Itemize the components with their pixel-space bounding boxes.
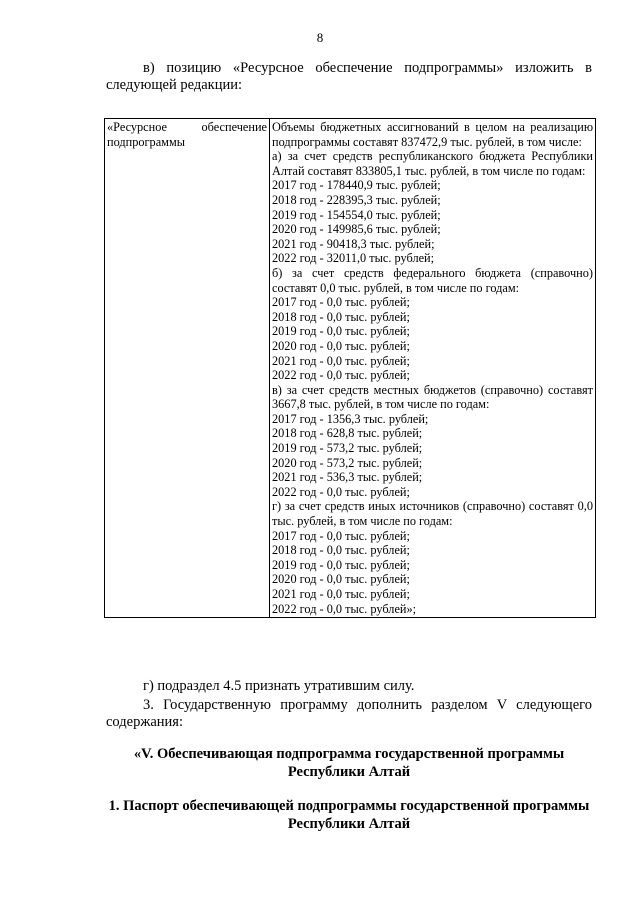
content-line: 2022 год - 0,0 тыс. рублей;: [272, 368, 410, 383]
item-g-paragraph: г) подраздел 4.5 признать утратившим силу.: [143, 678, 415, 694]
page-number: 8: [316, 30, 324, 45]
resource-content-cell: [270, 119, 596, 618]
content-line: 2020 год - 573,2 тыс. рублей;: [272, 455, 423, 470]
content-line: 2019 год - 0,0 тыс. рублей;: [272, 557, 410, 572]
content-line: г) за счет средств иных источников (справочно) составят 0,0 тыс. рублей, в том числе по годам:: [272, 499, 593, 529]
content-line: 2022 год - 32011,0 тыс. рублей;: [272, 251, 435, 266]
content-line: 2020 год - 149985,6 тыс. рублей;: [272, 222, 441, 237]
content-line: 2022 год - 0,0 тыс. рублей;: [272, 484, 410, 499]
content-line: 2021 год - 0,0 тыс. рублей;: [272, 353, 410, 368]
content-line: 2022 год - 0,0 тыс. рублей»;: [272, 601, 417, 616]
content-line: 2017 год - 1356,3 тыс. рублей;: [272, 411, 429, 426]
content-line: 2019 год - 0,0 тыс. рублей;: [272, 324, 410, 339]
content-line: 2018 год - 228395,3 тыс. рублей;: [272, 192, 441, 207]
content-line: б) за счет средств федерального бюджета (справочно) составят 0,0 тыс. рублей, в том числе по годам:: [272, 265, 593, 295]
content-line: а) за счет средств республиканского бюджета Республики Алтай составят 833805,1 тыс. рублей, в том числе по годам:: [272, 149, 593, 178]
table-row: [105, 119, 596, 618]
resource-table: [104, 118, 596, 618]
content-line: 2017 год - 0,0 тыс. рублей;: [272, 295, 410, 310]
resource-label-cell: «Ресурсное обеспечение подпрограммы: [105, 119, 270, 618]
content-line: 2018 год - 0,0 тыс. рублей;: [272, 309, 410, 324]
content-line: 2021 год - 536,3 тыс. рублей;: [272, 470, 423, 485]
content-line: в) за счет средств местных бюджетов (справочно) составят 3667,8 тыс. рублей, в том числе по годам:: [272, 382, 593, 412]
content-line: Объемы бюджетных ассигнований в целом на реализацию подпрограммы составят 837472,9 тыс. рублей, в том числе:: [272, 120, 593, 149]
section-heading: «V. Обеспечивающая подпрограмма государственной программы Республики Алтай: [133, 746, 565, 780]
content-line: 2019 год - 154554,0 тыс. рублей;: [272, 207, 441, 222]
content-line: 2021 год - 90418,3 тыс. рублей;: [272, 236, 435, 251]
content-line: 2017 год - 0,0 тыс. рублей;: [272, 528, 410, 543]
content-line: 2019 год - 573,2 тыс. рублей;: [272, 441, 423, 456]
content-line: 2021 год - 0,0 тыс. рублей;: [272, 587, 410, 601]
content-line: 2017 год - 178440,9 тыс. рублей;: [272, 178, 441, 193]
content-line: 2020 год - 0,0 тыс. рублей;: [272, 338, 410, 353]
content-line: 2018 год - 628,8 тыс. рублей;: [272, 426, 423, 441]
content-line: 2018 год - 0,0 тыс. рублей;: [272, 543, 410, 558]
passport-heading: 1. Паспорт обеспечивающей подпрограммы государственной программы Республики Алтай: [108, 798, 590, 832]
content-line: 2020 год - 0,0 тыс. рублей;: [272, 572, 410, 587]
intro-paragraph: в) позицию «Ресурсное обеспечение подпрограммы» изложить в следующей редакции:: [106, 60, 592, 93]
item-3-paragraph: 3. Государственную программу дополнить разделом V следующего содержания:: [106, 697, 592, 730]
